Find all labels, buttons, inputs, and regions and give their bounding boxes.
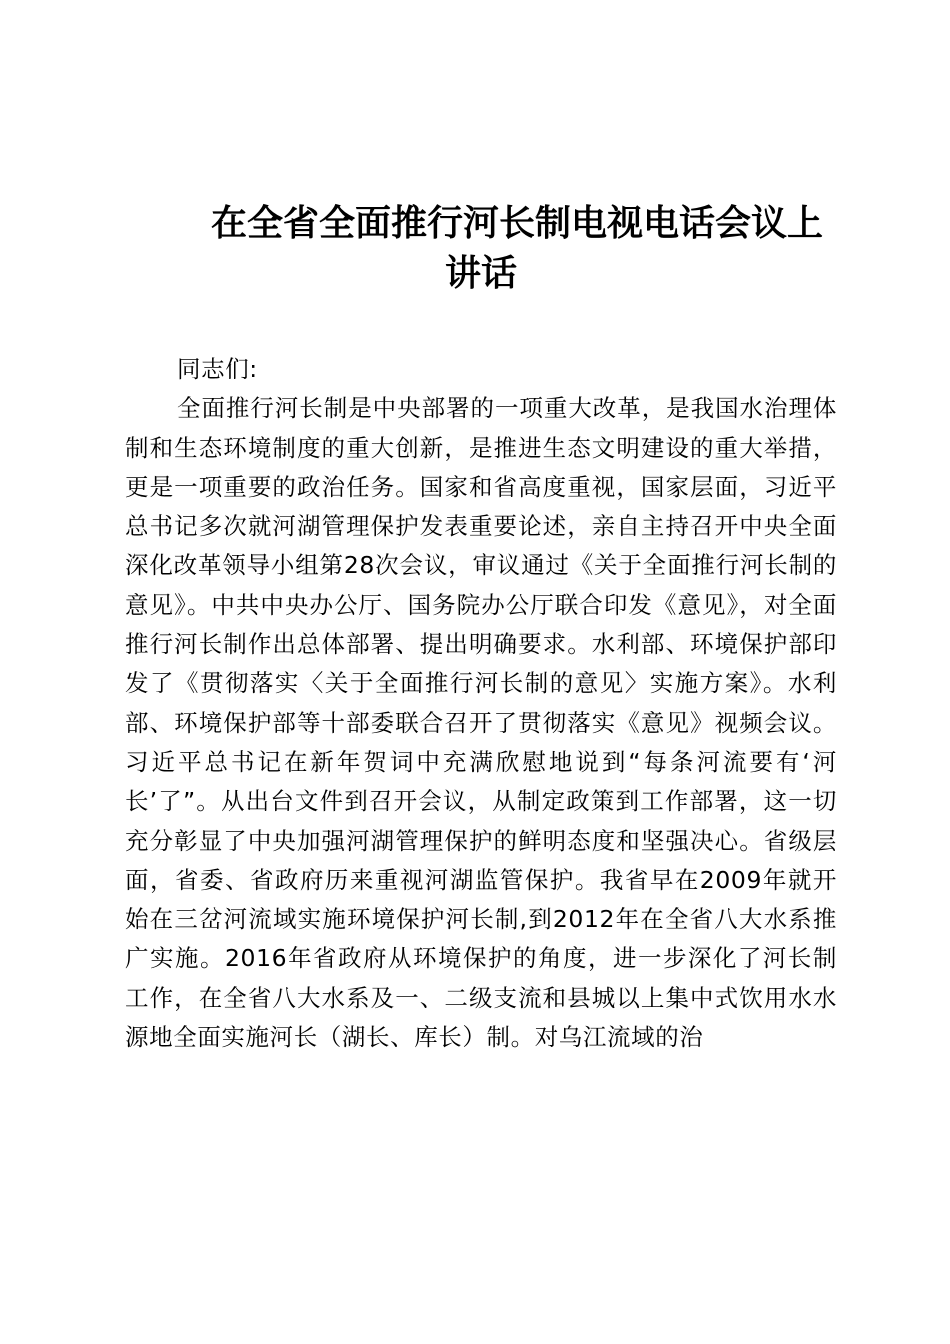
body-paragraph: 全面推行河长制是中央部署的一项重大改革，是我国水治理体制和生态环境制度的重大创新，是推进生态文明建设的重大举措，更是一项重要的政治任务。国家和省高度重视，国家层面，习近平总书记多次就河湖管理保护发表重要论述，亲自主持召开中央全面深化改革领导小组第28次会议，审议通过《关于全面推行河长制的意见》。中共中央办公厅、国务院办公厅联合印发《意见》，对全面推行河长制作出总体部署、提出明确要求。水利部、环境保护部印发了《贯彻落实〈关于全面推行河长制的意见〉实施方案》。水利部、环境保护部等十部委联合召开了贯彻落实《意见》视频会议。习近平总书记在新年贺词中充满欣慰地说到“每条河流要有‘河长’了”。从出台文件到召开会议，从制定政策到工作部署，这一切充分彰显了中央加强河湖管理保护的鲜明态度和坚强决心。省级层面，省委、省政府历来重视河湖监管保护。我省早在2009年就开始在三岔河流域实施环境保护河长制,到2012年在全省八大水系推广实施。2016年省政府从环境保护的角度，进一步深化了河长制工作，在全省八大水系及一、二级支流和县城以上集中式饮用水水源地全面实施河长（湖长、库长）制。对乌江流域的治 [125, 394, 837, 1052]
document-body [125, 350, 837, 1057]
document-title-text: 在全省全面推行河长制电视电话会议上讲话 [210, 202, 823, 294]
salutation: 同志们: [177, 355, 258, 383]
document-title [125, 198, 837, 298]
